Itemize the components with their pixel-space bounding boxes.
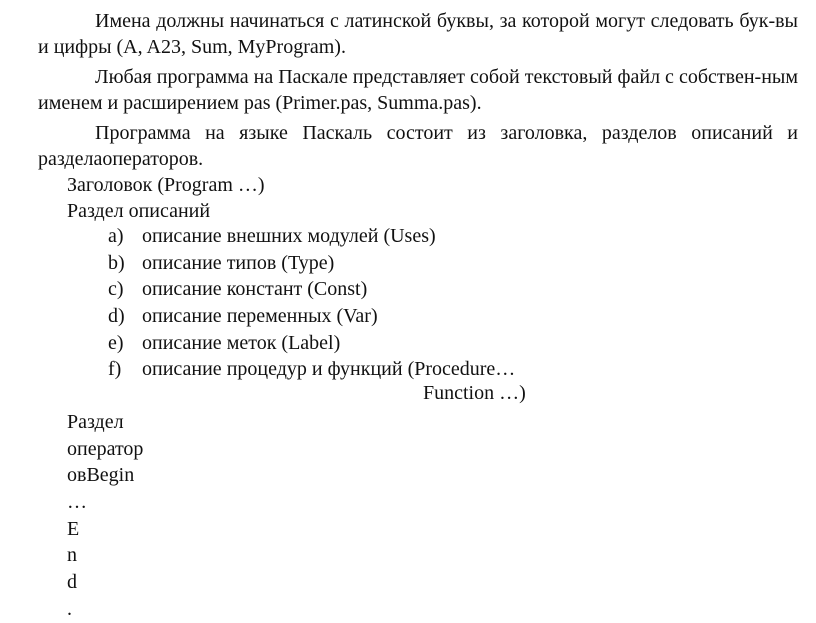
list-text: описание процедур и функций (Procedure… [142, 358, 516, 381]
list-text: описание внешних модулей (Uses) [142, 225, 436, 247]
descriptions-list [108, 223, 515, 383]
list-item [108, 223, 515, 250]
paragraph-program-structure: Программа на языке Паскаль состоит из заголовка, разделов описаний и разделаоператоров. [38, 122, 798, 170]
list-marker: b) [108, 251, 125, 274]
operators-line: n [67, 544, 77, 567]
list-item [108, 330, 515, 357]
list-text: описание переменных (Var) [142, 305, 378, 328]
list-marker: f) [108, 358, 122, 381]
list-text: описание типов (Type) [142, 251, 335, 274]
list-item [108, 303, 515, 330]
paragraph-identifiers: Имена должны начинаться с латинской буквы, за которой могут следовать бук-вы и цифры (A, A23, Sum, MyProgram). [38, 10, 798, 58]
paragraph-pascal-file: Любая программа на Паскале представляет собой текстовый файл с собствен-ным именем и расширением pas (Primer.pas, Summa.pas). [38, 66, 798, 114]
operators-line: Раздел [67, 411, 124, 433]
list-text: описание меток (Label) [142, 331, 341, 354]
operators-line: … [67, 491, 87, 514]
list-marker: a) [108, 225, 124, 247]
operators-line: . [67, 597, 72, 620]
list-marker: e) [108, 331, 124, 354]
list-marker: d) [108, 305, 125, 328]
list-text: описание констант (Const) [142, 278, 368, 301]
operators-line: E [67, 517, 80, 540]
header-line: Заголовок (Program …) [67, 174, 265, 196]
operators-line: овBegin [67, 464, 135, 487]
list-continuation: Function …) [423, 382, 526, 404]
list-item [108, 276, 515, 303]
section-descriptions-title: Раздел описаний [67, 200, 211, 222]
operators-line: оператор [67, 437, 144, 460]
list-marker: c) [108, 278, 124, 301]
operators-line: d [67, 571, 77, 594]
operators-block [67, 409, 143, 623]
list-item [108, 250, 515, 277]
